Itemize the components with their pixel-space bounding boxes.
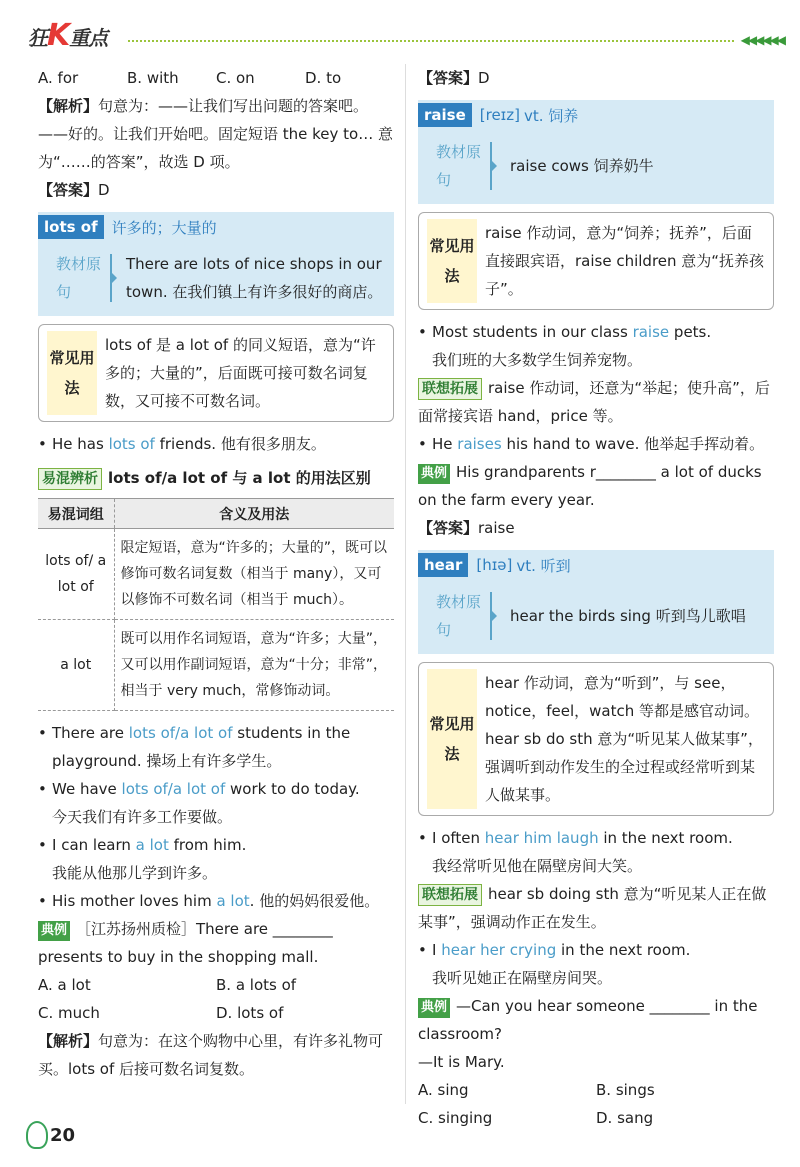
typical-example: 典例 ［江苏扬州质检］There are ________ presents to buy in the shopping mall. bbox=[38, 920, 333, 966]
example-tag: 典例 bbox=[38, 921, 70, 941]
example-translation: 我听见她正在隔壁房间哭。 bbox=[432, 969, 613, 987]
usage-label: 常见用法 bbox=[47, 331, 97, 415]
extension: 联想拓展 hear sb doing sth 意为“听见某人正在做某事”，强调动作正在发生。 bbox=[418, 885, 767, 931]
options-q3 bbox=[418, 1076, 774, 1132]
example-sentence: • We have lots of/a lot of work to do today. bbox=[38, 780, 360, 798]
example-sentence: • I hear her crying in the next room. bbox=[418, 941, 691, 959]
option: C. much bbox=[38, 1004, 100, 1022]
extension-tag: 联想拓展 bbox=[418, 378, 482, 400]
option: A. a lot bbox=[38, 976, 91, 994]
usage-box bbox=[418, 662, 774, 816]
word-box-raise bbox=[418, 100, 774, 204]
usage-box bbox=[418, 212, 774, 310]
table-cell: lots of/ a lot of bbox=[38, 529, 114, 620]
option: C. singing bbox=[418, 1109, 493, 1127]
source-sentence: There are lots of nice shops in our town. 在我们镇上有许多很好的商店。 bbox=[126, 255, 383, 301]
table-cell: 既可以用作名词短语，意为“许多；大量”，又可以用作副词短语，意为“十分；非常”，相当于 very much，常修饰动词。 bbox=[114, 620, 394, 711]
header-divider bbox=[128, 40, 734, 42]
left-column bbox=[38, 64, 394, 1083]
word-meaning: vt. 听到 bbox=[516, 556, 571, 575]
option: B. with bbox=[127, 69, 179, 87]
bracket-icon bbox=[490, 592, 500, 640]
table-header-row bbox=[38, 499, 394, 529]
options-q1 bbox=[38, 64, 394, 92]
typical-example: 典例 —Can you hear someone ________ in the classroom? bbox=[418, 997, 758, 1043]
option: D. lots of bbox=[216, 1004, 284, 1022]
word-tag: raise bbox=[418, 103, 472, 127]
usage-text: hear 作动词，意为“听到”，与 see，notice，feel，watch 等都是感官动词。hear sb do sth 意为“听见某人做某事”，强调听到动作发生的全过程或经常听到某人做某事。 bbox=[485, 674, 763, 804]
extension-tag: 联想拓展 bbox=[418, 884, 482, 906]
word-meaning: vt. 饲养 bbox=[523, 106, 579, 125]
column-divider bbox=[405, 64, 406, 1104]
example-translation: 我们班的大多数学生饲养宠物。 bbox=[432, 351, 643, 369]
source-sentence: hear the birds sing 听到鸟儿歌唱 bbox=[510, 607, 746, 625]
table-cell: a lot bbox=[38, 620, 114, 711]
answer: 【答案】D bbox=[418, 69, 490, 87]
example-translation: 我经常听见他在隔壁房间大笑。 bbox=[432, 857, 643, 875]
options-q2 bbox=[38, 971, 394, 1027]
option: A. for bbox=[38, 69, 79, 87]
example-sentence: • He has lots of friends. 他有很多朋友。 bbox=[38, 435, 326, 453]
example-sentence: • Most students in our class raise pets. bbox=[418, 323, 712, 341]
example-tag: 典例 bbox=[418, 998, 450, 1018]
table-row bbox=[38, 620, 394, 711]
source-sentence: raise cows 饲养奶牛 bbox=[510, 157, 654, 175]
word-tag: lots of bbox=[38, 215, 104, 239]
option: A. sing bbox=[418, 1081, 469, 1099]
analysis: 【解析】句意为：在这个购物中心里，有许多礼物可买。lots of 后接可数名词复数。 bbox=[38, 1032, 384, 1078]
option: B. sings bbox=[596, 1081, 655, 1099]
analysis: 【解析】句意为：——让我们写出问题的答案吧。——好的。让我们开始吧。固定短语 the key to… 意为“……的答案”，故选 D 项。 bbox=[38, 97, 394, 171]
balloon-icon bbox=[26, 1121, 48, 1149]
page-number: 20 bbox=[26, 1118, 78, 1152]
arrows-icon: ◀◀◀◀◀◀ bbox=[740, 33, 784, 47]
usage-label: 常见用法 bbox=[427, 219, 477, 303]
confusion-tag: 易混辨析 bbox=[38, 468, 102, 490]
option: B. a lots of bbox=[216, 976, 297, 994]
bracket-icon bbox=[110, 254, 116, 302]
comparison-table bbox=[38, 498, 394, 711]
option: C. on bbox=[216, 69, 255, 87]
example-translation: 我能从他那儿学到许多。 bbox=[52, 864, 218, 882]
usage-box bbox=[38, 324, 394, 422]
answer: 【答案】D bbox=[38, 181, 110, 199]
right-column bbox=[418, 64, 774, 1132]
word-phonetic: [reɪz] bbox=[479, 106, 520, 124]
word-tag: hear bbox=[418, 553, 468, 577]
usage-text: raise 作动词，意为“饲养；抚养”，后面直接跟宾语，raise children 意为“抚养孩子”。 bbox=[485, 224, 765, 298]
bracket-icon bbox=[490, 142, 500, 190]
word-phonetic: [hɪə] bbox=[476, 556, 513, 574]
usage-text: lots of 是 a lot of 的同义短语，意为“许多的；大量的”，后面既可接可数名词复数，又可接不可数名词。 bbox=[105, 336, 376, 410]
table-cell: 限定短语，意为“许多的；大量的”，既可以修饰可数名词复数（相当于 many），又可以修饰不可数名词（相当于 much）。 bbox=[114, 529, 394, 620]
dialogue-line: —It is Mary. bbox=[418, 1053, 505, 1071]
option: D. to bbox=[305, 69, 342, 87]
table-header: 含义及用法 bbox=[114, 499, 394, 529]
source-label: 教材原句 bbox=[436, 143, 482, 189]
example-sentence: • I often hear him laugh in the next room. bbox=[418, 829, 733, 847]
logo: 狂K重点 bbox=[28, 18, 108, 53]
example-sentence: • He raises his hand to wave. 他举起手挥动着。 bbox=[418, 435, 765, 453]
page-header bbox=[0, 0, 800, 60]
source-label: 教材原句 bbox=[436, 593, 482, 639]
word-box-lots-of bbox=[38, 212, 394, 316]
word-meaning: 许多的；大量的 bbox=[111, 218, 217, 237]
example-translation: 今天我们有许多工作要做。 bbox=[52, 808, 233, 826]
example-tag: 典例 bbox=[418, 464, 450, 484]
option: D. sang bbox=[596, 1109, 654, 1127]
example-sentence: • I can learn a lot from him. bbox=[38, 836, 247, 854]
extension: 联想拓展 raise 作动词，还意为“举起；使升高”，后面常接宾语 hand，price 等。 bbox=[418, 379, 770, 425]
example-sentence: • His mother loves him a lot. 他的妈妈很爱他。 bbox=[38, 892, 380, 910]
table-row bbox=[38, 529, 394, 620]
typical-example: 典例 His grandparents r________ a lot of ducks on the farm every year. bbox=[418, 463, 762, 509]
table-header: 易混词组 bbox=[38, 499, 114, 529]
source-label: 教材原句 bbox=[56, 255, 102, 301]
answer: 【答案】raise bbox=[418, 519, 515, 537]
word-box-hear bbox=[418, 550, 774, 654]
usage-label: 常见用法 bbox=[427, 669, 477, 809]
example-sentence: • There are lots of/a lot of students in the playground. 操场上有许多学生。 bbox=[38, 724, 351, 770]
confusion-heading: 易混辨析 lots of/a lot of 与 a lot 的用法区别 bbox=[38, 464, 394, 492]
